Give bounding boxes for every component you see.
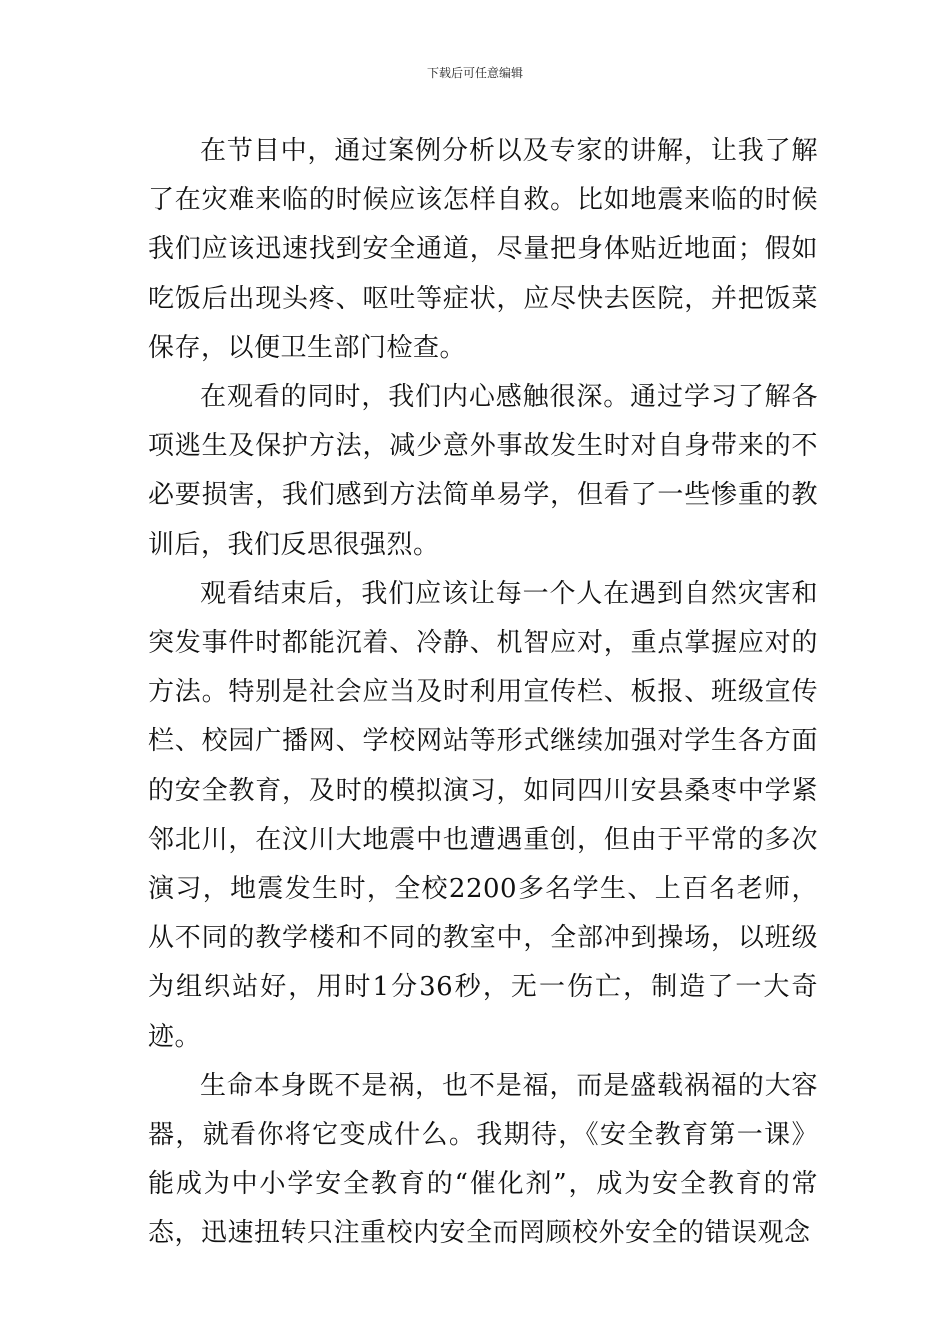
paragraph-1: 在节目中，通过案例分析以及专家的讲解，让我了解了在灾难来临的时候应该怎样自救。比如地震来临的时候我们应该迅速找到安全通道，尽量把身体贴近地面；假如吃饭后出现头疼、呕吐等症状，应尽快去医院，并把饭菜保存，以便卫生部门检查。: [148, 136, 818, 363]
paragraph-3: 观看结束后，我们应该让每一个人在遇到自然灾害和突发事件时都能沉着、冷静、机智应对，重点掌握应对的方法。特别是社会应当及时利用宣传栏、板报、班级宣传栏、校园广播网、学校网站等形式继续加强对学生各方面的安全教育，及时的模拟演习，如同四川安县桑枣中学紧邻北川，在汶川大地震中也遭遇重创，但由于平常的多次演习，地震发生时，全校2200多名学生、上百名老师，从不同的教学楼和不同的教室中，全部冲到操场，以班级为组织站好，用时1分36秒，无一伤亡，制造了一大奇迹。: [148, 578, 818, 1052]
page-header: 下载后可任意编辑: [426, 66, 523, 80]
paragraph-4: 生命本身既不是祸，也不是福，而是盛载祸福的大容器，就看你将它变成什么。我期待，《安全教育第一课》能成为中小学安全教育的“催化剂”，成为安全教育的常态，迅速扭转只注重校内安全而罔顾校外安全的错误观念: [148, 1070, 818, 1249]
document-body: [148, 127, 818, 1259]
paragraph-2: 在观看的同时，我们内心感触很深。通过学习了解各项逃生及保护方法，减少意外事故发生时对自身带来的不必要损害，我们感到方法简单易学，但看了一些惨重的教训后，我们反思很强烈。: [148, 382, 818, 560]
